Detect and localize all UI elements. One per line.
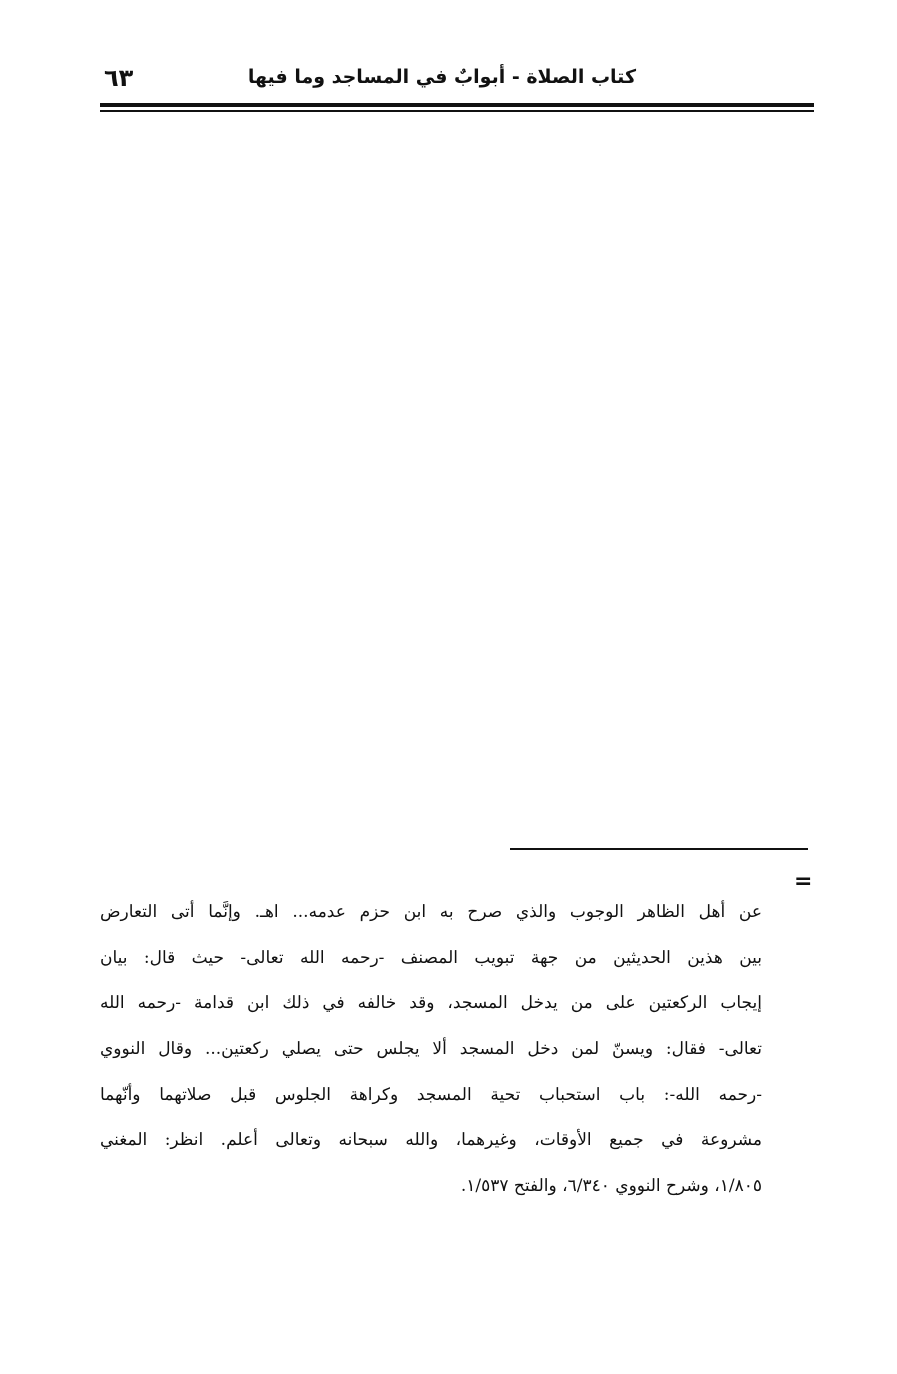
page-header [100,62,814,104]
header-rule-thick [100,103,814,107]
footnote-line-2: بين هذين الحديثين من جهة تبويب المصنف -رحمه الله تعالى- حيث قال: بيان [100,947,762,968]
header-rule-thin [100,110,814,112]
running-title: كتاب الصلاة - أبوابٌ في المساجد وما فيها [247,66,636,88]
footnote-line-3: إيجاب الركعتين على من يدخل المسجد، وقد خالفه في ذلك ابن قدامة -رحمه الله [100,993,762,1014]
footnote-line-1: عن أهل الظاهر الوجوب والذي صرح به ابن حزم عدمه... اهـ. وإنَّما أتى التعارض [100,902,762,922]
footnote-line-7: ١/٨٠٥، وشرح النووي ٦/٣٤٠، والفتح ١/٥٣٧. [460,1176,762,1197]
footnote-body [100,890,762,1210]
footnote-separator [510,848,808,850]
footnote-continuation-mark: = [794,869,813,894]
footnote-line-6: مشروعة في جميع الأوقات، وغيرهما، والله سبحانه وتعالى أعلم. انظر: المغني [100,1130,762,1151]
footnote-line-4: تعالى- فقال: ويسنّ لمن دخل المسجد ألا يجلس حتى يصلي ركعتين... وقال النووي [100,1039,762,1060]
page-number: ٦٣ [104,64,134,92]
footnote-line-5: -رحمه الله-: باب استحباب تحية المسجد وكراهة الجلوس قبل صلاتهما وأنّهما [100,1084,762,1105]
